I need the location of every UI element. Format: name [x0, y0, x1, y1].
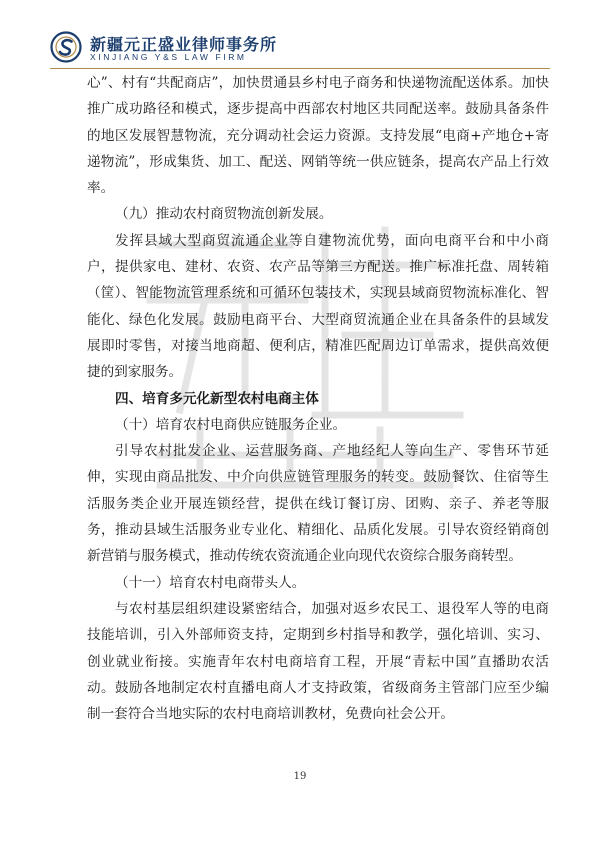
paragraph: 发挥县域大型商贸流通企业等自建物流优势，面向电商平台和中小商户，提供家电、建材、农资、农产品等第三方配送。推广标准托盘、周转箱（筐）、智能物流管理系统和可循环包装技术，实现县域商贸物流标准化、智能化、绿色化发展。鼓励电商平台、大型商贸流通企业在具备条件的县域发展即时零售，对接当地商超、便利店，精准匹配周边订单需求，提供高效便捷的到家服务。 [87, 232, 549, 381]
document-body [87, 70, 549, 727]
subsection-heading: （九）推动农村商贸物流创新发展。 [115, 206, 333, 223]
paragraph: 心”、村有“共配商店”，加快贯通县乡村电子商务和快递物流配送体系。加快推广成功路径和模式，逐步提高中西部农村地区共同配送率。鼓励具备条件的地区发展智慧物流，充分调动社会运力资源。支持发展“电商+产地仓+寄递物流”，形成集货、加工、配送、网销等统一供应链条，提高农产品上行效率。 [87, 75, 549, 197]
header-divider [50, 68, 550, 69]
firm-name-cn: 新疆元正盛业律师事务所 [90, 35, 278, 54]
section-heading: 四、培育多元化新型农村电商主体 [115, 390, 319, 407]
subsection-heading: （十一）培育农村电商带头人。 [115, 574, 306, 591]
subsection-heading: （十）培育农村电商供应链服务企业。 [115, 416, 347, 433]
firm-name-en: XINJIANG Y&S LAW FIRM [90, 52, 247, 62]
paragraph: 与农村基层组织建设紧密结合，加强对返乡农民工、退役军人等的电商技能培训，引入外部师资支持，定期到乡村指导和教学，强化培训、实习、创业就业衔接。实施青年农村电商培育工程，开展“青耘中国”直播助农活动。鼓励各地制定农村直播电商人才支持政策，省级商务主管部门应至少编制一套符合当地实际的农村电商培训教材，免费向社会公开。 [87, 600, 549, 723]
page-number: 19 [293, 771, 307, 782]
paragraph: 引导农村批发企业、运营服务商、产地经纪人等向生产、零售环节延伸，实现由商品批发、中介向供应链管理服务的转变。鼓励餐饮、住宿等生活服务类企业开展连锁经营，提供在线订餐订房、团购、亲子、养老等服务，推动县域生活服务业专业化、精细化、品质化发展。引导农资经销商创新营销与服务模式，推动传统农资流通企业向现代农资综合服务商转型。 [87, 443, 549, 565]
firm-logo-icon [50, 31, 82, 63]
